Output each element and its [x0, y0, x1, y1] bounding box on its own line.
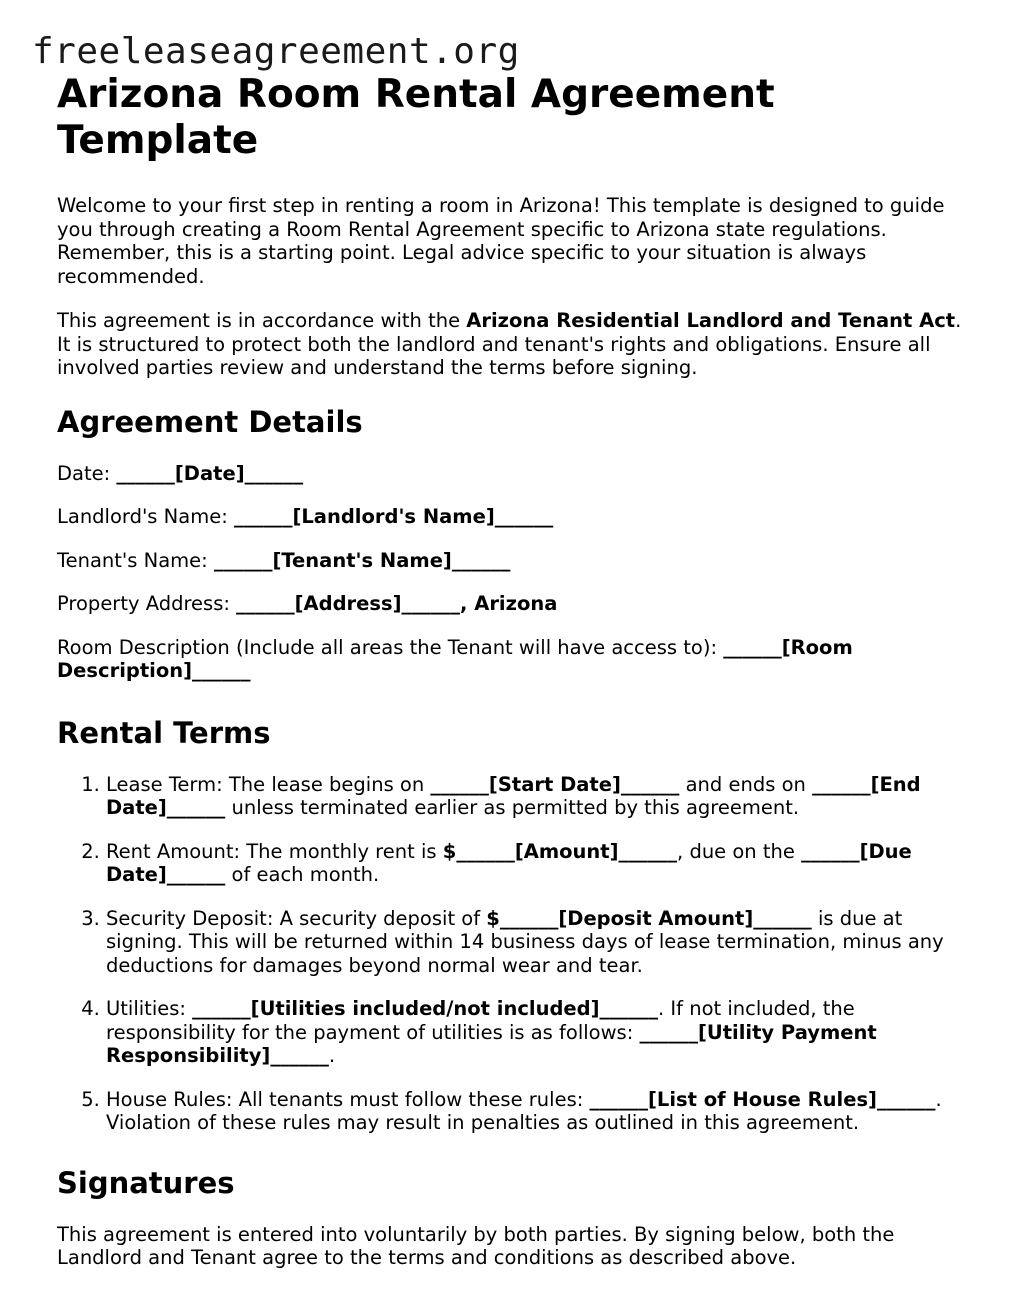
lease-term-text: Lease Term: The lease begins on [106, 772, 431, 796]
property-address-label: Property Address: [57, 592, 237, 615]
utilities-item [106, 997, 972, 1068]
landlord-name-placeholder: ______[Landlord's Name]______ [233, 505, 554, 528]
room-description-label: Room Description (Include all areas the Tenant will have access to): [57, 635, 724, 659]
property-address-field [57, 592, 972, 616]
tenant-name-placeholder: ______[Tenant's Name]______ [213, 548, 511, 572]
house-rules-text: House Rules: All tenants must follow these rules: [106, 1087, 590, 1111]
utilities-text: . [328, 1044, 336, 1067]
date-label: Date: [57, 461, 117, 485]
rent-amount-text: Rent Amount: The monthly rent is [106, 839, 443, 863]
document-page [57, 72, 972, 1270]
lease-term-item [106, 773, 972, 820]
rent-amount-text: of each month. [225, 863, 380, 886]
landlord-name-field [57, 505, 972, 529]
lease-term-text: and ends on [679, 772, 813, 796]
utilities-text: Utilities: [106, 997, 193, 1020]
deposit-amount-placeholder: $______[Deposit Amount]______ [486, 906, 812, 930]
room-description-field [57, 636, 972, 683]
intro-paragraph: Welcome to your first step in renting a room in Arizona! This template is designed to guide you through creating a Room Rental Agreement specific to Arizona state regulations. Remember, this is a starting point. Legal advice specific to your situation is always recommended. [57, 194, 945, 288]
room-description-placeholder: ______[Room Description]______ [57, 635, 853, 682]
start-date-placeholder: ______[Start Date]______ [430, 772, 680, 796]
rental-terms-list [57, 773, 972, 1135]
rent-amount-item [106, 840, 972, 887]
act-paragraph [57, 309, 972, 380]
tenant-name-label: Tenant's Name: [57, 548, 214, 572]
document-title: Arizona Room Rental Agreement Template [57, 72, 775, 163]
property-address-placeholder: ______[Address]______, Arizona [236, 592, 558, 615]
amount-placeholder: $______[Amount]______ [442, 839, 678, 863]
signatures-paragraph: This agreement is entered into voluntarily by both parties. By signing below, both the Landlord and Tenant agree to the terms and conditions as described above. [57, 1222, 895, 1269]
house-rules-placeholder: ______[List of House Rules]______ [589, 1087, 936, 1111]
security-deposit-text: is due at signing. This will be returned within 14 business days of lease termination, minus any deductions for damages beyond normal wear and tear. [106, 906, 944, 977]
house-rules-item [106, 1088, 972, 1135]
rental-terms-heading: Rental Terms [57, 715, 271, 750]
security-deposit-text: Security Deposit: A security deposit of [106, 906, 487, 930]
rent-amount-text: , due on the [677, 839, 802, 863]
date-field [57, 462, 972, 486]
act-text-before: This agreement is in accordance with the [57, 309, 467, 332]
lease-term-text: unless terminated earlier as permitted by this agreement. [225, 796, 800, 819]
house-rules-text: . Violation of these rules may result in penalties as outlined in this agreement. [106, 1087, 942, 1134]
act-name: Arizona Residential Landlord and Tenant Act [466, 309, 956, 332]
agreement-details-heading: Agreement Details [57, 404, 363, 439]
signatures-heading: Signatures [57, 1165, 235, 1200]
date-placeholder: ______[Date]______ [116, 461, 304, 485]
utilities-included-placeholder: ______[Utilities included/not included]______ [192, 997, 659, 1020]
landlord-name-label: Landlord's Name: [57, 505, 234, 528]
utility-payment-placeholder: ______[Utility Payment Responsibility]______ [106, 1020, 877, 1067]
end-date-placeholder: ______[End Date]______ [106, 772, 921, 819]
utilities-text: . If not included, the responsibility for the payment of utilities is as follows: [106, 997, 855, 1044]
security-deposit-item [106, 907, 972, 978]
tenant-name-field [57, 549, 972, 573]
due-date-placeholder: ______[Due Date]______ [106, 839, 912, 886]
act-text-after: . It is structured to protect both the landlord and tenant's rights and obligations. Ensure all involved parties review and understand the terms before signing. [57, 309, 962, 379]
site-watermark: freeleaseagreement.org [32, 31, 520, 72]
